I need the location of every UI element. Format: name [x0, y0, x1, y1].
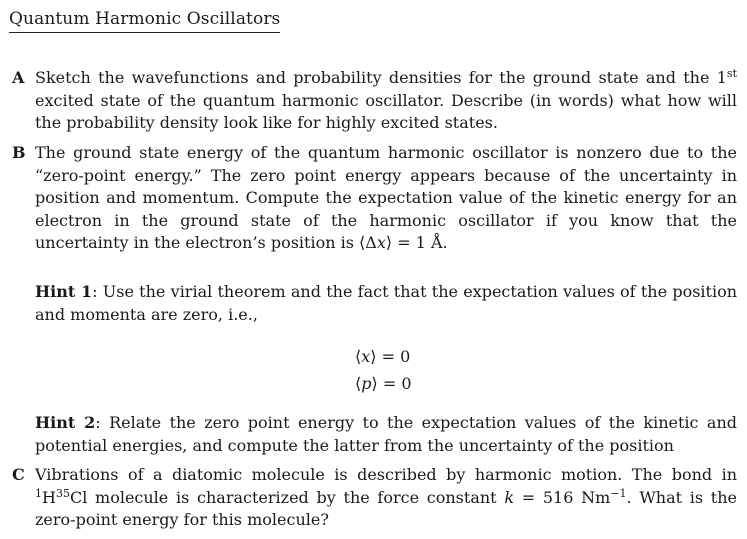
hint-1-text: : Use the virial theorem and the fact that the expectation values of the position and momenta are zero, i.e., — [35, 282, 738, 324]
isotope-cl-mass: 35 — [55, 486, 70, 500]
problem-a-superscript: st — [726, 67, 737, 80]
page-title: Quantum Harmonic Oscillators — [9, 8, 280, 33]
problem-c-letter: C — [12, 465, 25, 484]
force-constant-value: = 516 Nm — [514, 487, 611, 507]
problem-b-letter: B — [12, 143, 26, 162]
isotope-h-mass: 1 — [35, 486, 42, 500]
problem-a — [12, 67, 737, 135]
problem-c-text-part3: . What is the zero-point energy for this molecule? — [35, 487, 738, 529]
problem-a-text — [35, 67, 737, 135]
equation-momentum-variable: p — [361, 374, 372, 393]
element-cl: Cl — [69, 487, 88, 507]
uncertainty-open: ⟨Δ — [359, 233, 377, 252]
element-h: H — [42, 487, 56, 507]
equation-momentum-value: ⟩ = 0 — [371, 374, 412, 393]
hint-1 — [35, 281, 737, 326]
equation-momentum-open: ⟨ — [355, 374, 362, 393]
problem-a-text-part1: Sketch the wavefunctions and probability densities for the ground state and the 1 — [35, 68, 727, 87]
force-constant-variable: k — [504, 487, 515, 507]
problem-c-text — [35, 464, 737, 532]
problem-a-letter: A — [12, 68, 25, 87]
hint-2-text: : Relate the zero point energy to the expectation values of the kinetic and potential energies, and compute the latter from the uncertainty of the position — [35, 413, 738, 455]
equation-position-open: ⟨ — [355, 347, 362, 366]
problem-b-text-main: The ground state energy of the quantum harmonic oscillator is nonzero due to the “zero-point energy.” The zero point energy appears because of the uncertainty in position and momentum. Compute the expectation value of the kinetic energy for an electron in the ground state of the harmonic oscillator if you know that the uncertainty in the electron’s position is — [35, 143, 737, 252]
force-constant-exponent: −1 — [610, 486, 627, 500]
problem-a-text-part2: excited state of the quantum harmonic oscillator. Describe (in words) what how will the probability density look like for highly excited states. — [35, 90, 737, 132]
hint-2 — [35, 412, 737, 457]
uncertainty-value: ⟩ = 1 Å. — [385, 233, 448, 252]
hint-2-label: Hint 2 — [35, 413, 96, 432]
equation-position-value: ⟩ = 0 — [370, 347, 411, 366]
uncertainty-variable: x — [376, 233, 386, 252]
equation-position-variable: x — [361, 347, 371, 366]
problem-b — [12, 142, 737, 255]
problem-b-text — [35, 142, 737, 255]
hint-1-label: Hint 1 — [35, 282, 93, 301]
equation-momentum — [355, 373, 412, 395]
problem-c-text-part1: Vibrations of a diatomic molecule is described by harmonic motion. The bond in — [35, 465, 737, 484]
equation-position — [355, 346, 410, 368]
problem-c-text-part2: molecule is characterized by the force constant — [87, 487, 505, 507]
problem-c — [12, 464, 737, 532]
